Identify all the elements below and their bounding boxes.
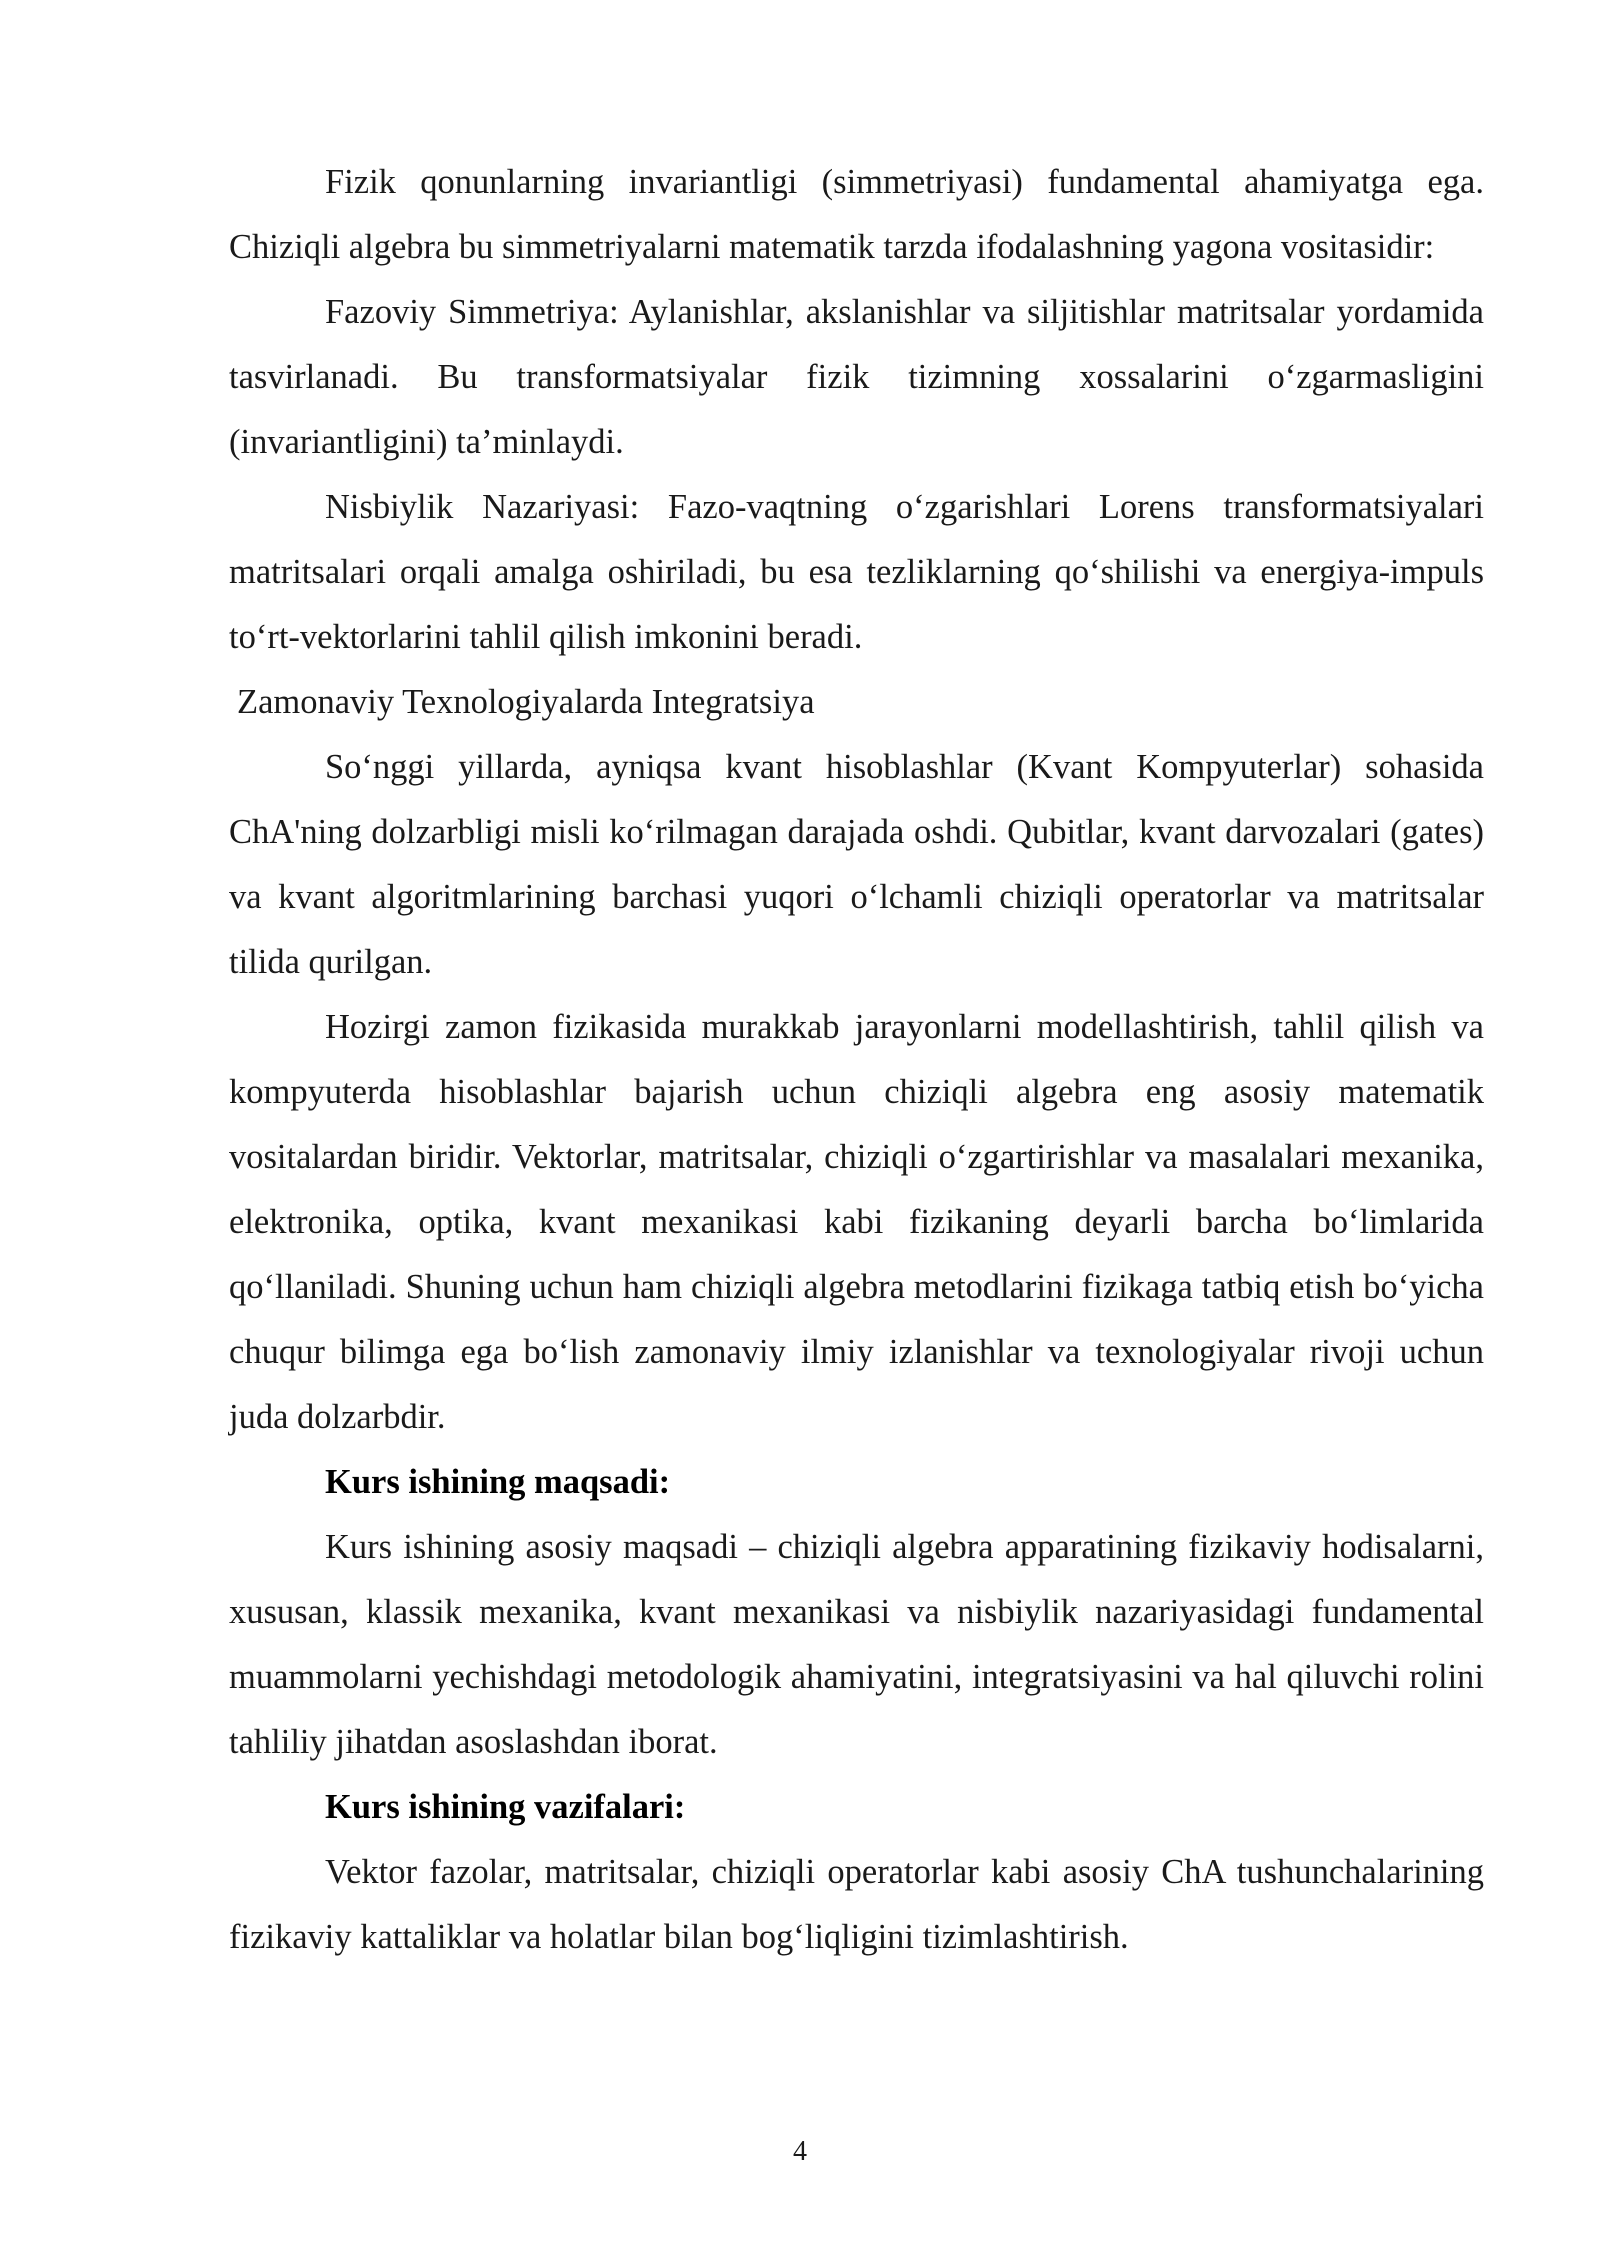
heading-course-goal: Kurs ishining maqsadi: — [325, 1463, 671, 1501]
paragraph-spatial-symmetry: Fazoviy Simmetriya: Aylanishlar, akslanishlar va siljitishlar matritsalar yordamida tasvirlanadi. Bu transformatsiyalar fizik tizimning xossalarini o‘zgarmasligini (invariantligini) ta’minlaydi. — [229, 293, 1484, 461]
section-heading-integration: Zamonaviy Texnologiyalarda Integratsiya — [237, 683, 815, 721]
paragraph-relativity: Nisbiylik Nazariyasi: Fazo-vaqtning o‘zgarishlari Lorens transformatsiyalari matritsalari orqali amalga oshiriladi, bu esa tezliklarning qo‘shilishi va energiya-impuls to‘rt-vektorlarini tahlil qilish imkonini beradi. — [229, 488, 1484, 656]
paragraph-course-goal: Kurs ishining asosiy maqsadi – chiziqli algebra apparatining fizikaviy hodisalarni, xususan, klassik mexanika, kvant mexanikasi va nisbiylik nazariyasidagi fundamental muammolarni yechishdagi metodologik ahamiyatini, integratsiyasini va hal qiluvchi rolini tahliliy jihatdan asoslashdan iborat. — [229, 1528, 1484, 1761]
paragraph-course-task-1: Vektor fazolar, matritsalar, chiziqli operatorlar kabi asosiy ChA tushunchalarining fizikaviy kattaliklar va holatlar bilan bog‘liqligini tizimlashtirish. — [229, 1853, 1484, 1956]
page-number: 4 — [793, 2136, 807, 2167]
paragraph-modern-physics: Hozirgi zamon fizikasida murakkab jarayonlarni modellashtirish, tahlil qilish va kompyuterda hisoblashlar bajarish uchun chiziqli algebra eng asosiy matematik vositalardan biridir. Vektorlar, matritsalar, chiziqli o‘zgartirishlar va masalalari mexanika, elektronika, optika, kvant mexanikasi kabi fizikaning deyarli barcha bo‘limlarida qo‘llaniladi. Shuning uchun ham chiziqli algebra metodlarini fizikaga tatbiq etish bo‘yicha chuqur bilimga ega bo‘lish zamonaviy ilmiy izlanishlar va texnologiyalar rivoji uchun juda dolzarbdir. — [229, 1008, 1484, 1436]
page-body — [229, 150, 1484, 1970]
paragraph-quantum-computing: So‘nggi yillarda, ayniqsa kvant hisoblashlar (Kvant Kompyuterlar) sohasida ChA'ning dolzarbligi misli ko‘rilmagan darajada oshdi. Qubitlar, kvant darvozalari (gates) va kvant algoritmlarining barchasi yuqori o‘lchamli chiziqli operatorlar va matritsalar tilida qurilgan. — [229, 748, 1484, 981]
paragraph-symmetry-intro: Fizik qonunlarning invariantligi (simmetriyasi) fundamental ahamiyatga ega. Chiziqli algebra bu simmetriyalarni matematik tarzda ifodalashning yagona vositasidir: — [229, 163, 1484, 266]
heading-course-tasks: Kurs ishining vazifalari: — [325, 1788, 686, 1826]
